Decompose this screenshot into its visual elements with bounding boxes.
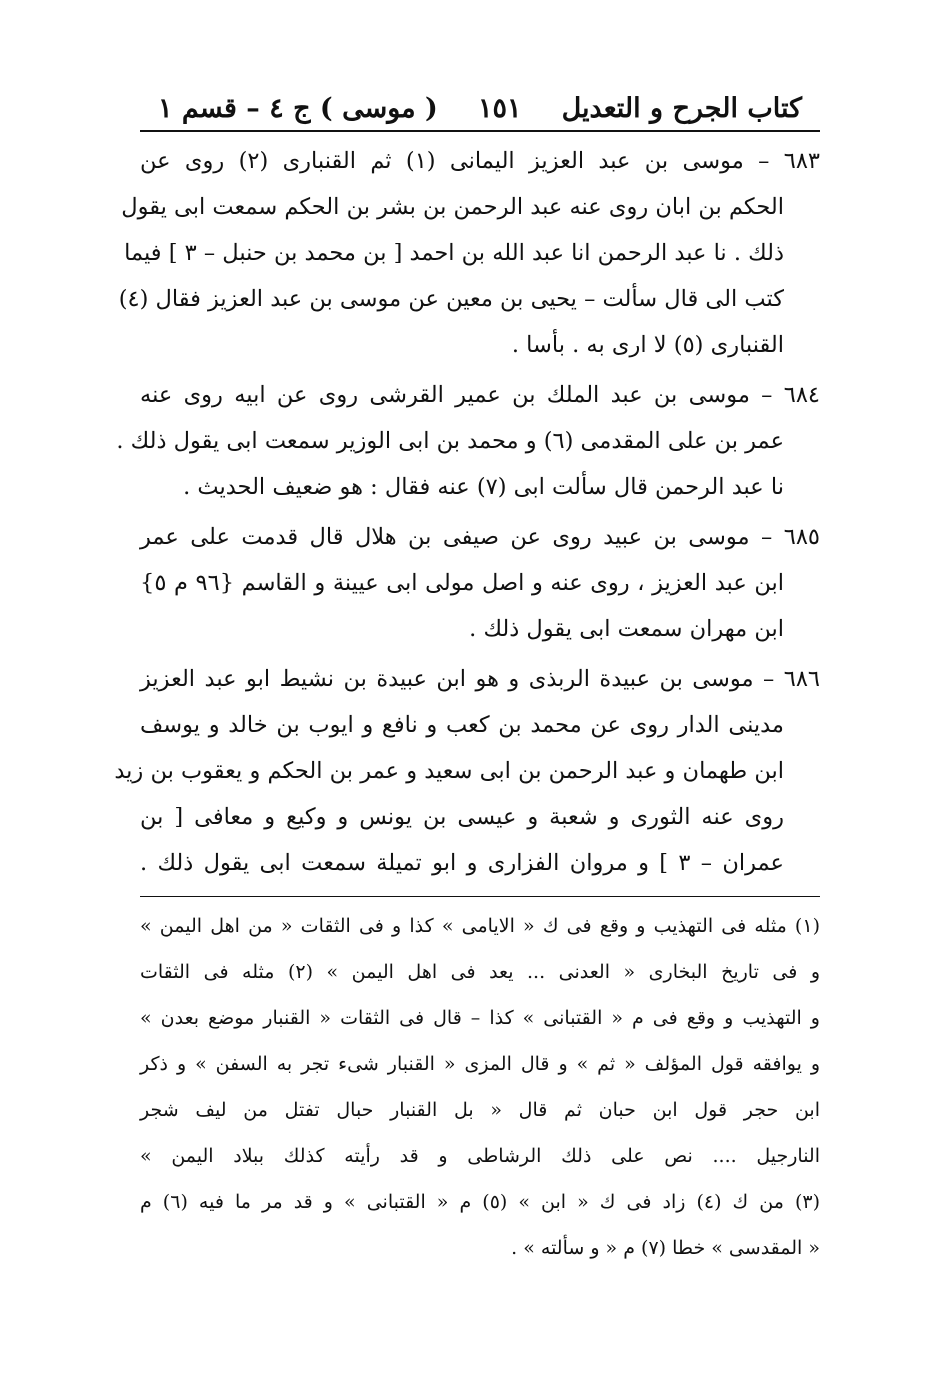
entry-line: مدينى الدار روى عن محمد بن كعب و نافع و ايوب بن خالد و يوسف [140, 712, 784, 738]
book-page [114, 70, 821, 1271]
footnotes [140, 903, 820, 1271]
footnote-line: (٣) من ك (٤) زاد فى ك « ابن » (٥) م « القتبانى » و قد مر ما فيه (٦) م [140, 1191, 821, 1213]
entry-line: ٦٨٤ – موسى بن عبد الملك بن عمير القرشى روى عن ابيه روى عنه [140, 382, 820, 408]
entry-line: ٦٨٣ – موسى بن عبد العزيز اليمانى (١) ثم القنبارى (٢) روى عن [140, 148, 820, 174]
page-number: ١٥١ [477, 93, 522, 124]
footnote-line: ابن حجر قول ابن حبان ثم قال « بل القنبار حبال تفتل من ليف شجر [140, 1099, 820, 1121]
entry-line: كتب الى قال سألت – يحيى بن معين عن موسى بن عبد العزيز فقال (٤) [118, 286, 784, 312]
footnote-line: و يوافقه قول المؤلف « ثم » و قال المزى « القنبار شىء تجر به السفن » و ذكر [140, 1053, 820, 1075]
entry-line: القنبارى (٥) لا ارى به . بأسا . [511, 332, 784, 358]
header-rule [140, 130, 820, 132]
entry-684 [116, 372, 820, 510]
entry-line: ابن مهران سمعت ابى يقول ذلك . [469, 616, 784, 642]
entry-686 [114, 656, 820, 886]
section-label: ( موسى ) ج ٤ – قسم ١ [158, 93, 438, 124]
entry-line: ابن طهمان و عبد الرحمن بن ابى سعيد و عمر بن الحكم و يعقوب بن زيد [114, 758, 784, 784]
entries [114, 138, 821, 886]
page-header [140, 70, 820, 130]
entry-line: ٦٨٦ – موسى بن عبيدة الربذى و هو ابن عبيدة بن نشيط ابو عبد العزيز [140, 666, 820, 692]
footnote-line: (١) مثله فى التهذيب و وقع فى ك « الايامى » كذا و فى الثقات « من اهل اليمن » [140, 915, 820, 937]
entry-683 [118, 138, 820, 368]
entry-line: ابن عبد العزيز ، روى عنه و اصل مولى ابى عيينة و القاسم {٩٦ م ٥} [140, 570, 784, 596]
entry-685 [140, 514, 820, 652]
footnote-line: و فى تاريخ البخارى « العدنى ... يعد فى اهل اليمن » (٢) مثله فى الثقات [140, 961, 821, 983]
entry-line: روى عنه الثورى و شعبة و عيسى بن يونس و وكيع و معافى [ بن [140, 804, 784, 830]
footnote-line: « المقدسى » خطا (٧) م « و سألته » . [511, 1237, 820, 1259]
entry-line: عمران – ٣ ] و مروان الفزارى و ابو تميلة سمعت ابى يقول ذلك . [140, 850, 784, 876]
footnote-rule [140, 896, 820, 897]
entry-line: عمر بن على المقدمى (٦) و محمد بن ابى الوزير سمعت ابى يقول ذلك . [116, 428, 784, 454]
footnote-line: النارجيل .... نص على ذلك الرشاطى و قد رأيته كذلك ببلاد اليمن » [140, 1145, 820, 1167]
entry-line: الحكم بن ابان روى عنه عبد الرحمن بن بشر بن الحكم سمعت ابى يقول [121, 194, 784, 220]
footnote-line: و التهذيب و وقع فى م « القتبانى » كذا – قال فى الثقات « القنبار موضع بعدن » [140, 1007, 820, 1029]
entry-line: نا عبد الرحمن قال سألت ابى (٧) عنه فقال : هو ضعيف الحديث . [183, 474, 784, 500]
book-title: كتاب الجرح و التعديل [561, 93, 802, 124]
entry-line: ذلك . نا عبد الرحمن انا عبد الله بن احمد [ بن محمد بن حنبل – ٣ ] فيما [124, 240, 784, 266]
entry-line: ٦٨٥ – موسى بن عبيد روى عن صيفى بن هلال قال قدمت على عمر [140, 524, 821, 550]
